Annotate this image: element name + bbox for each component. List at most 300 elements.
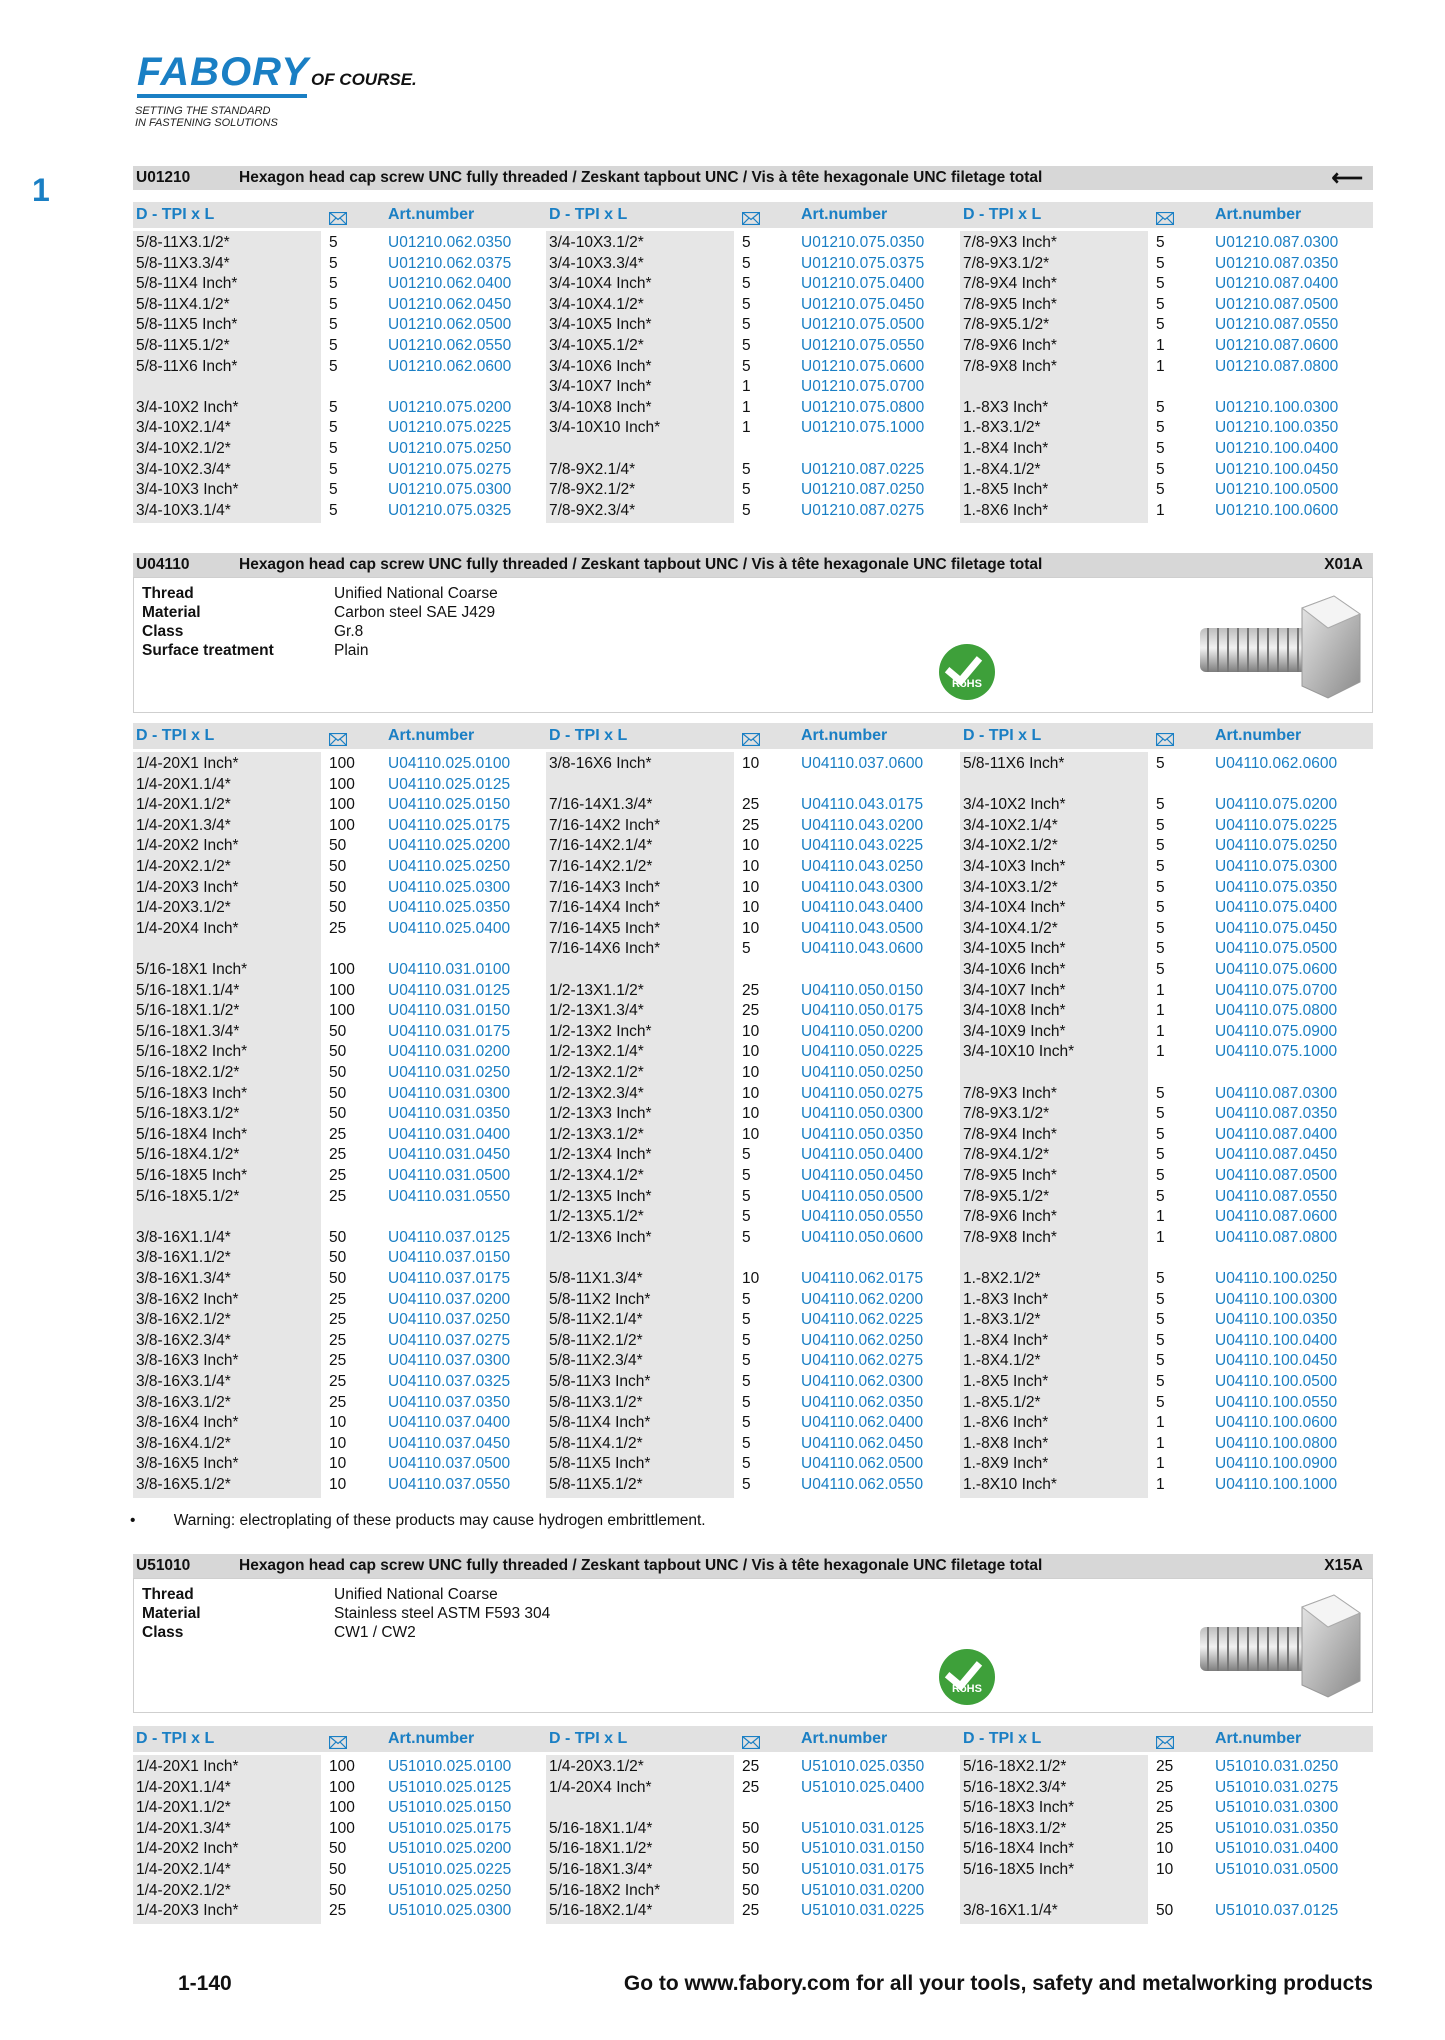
qty-cell: 5 [1156,961,1165,978]
art-number-link[interactable]: U51010.031.0175 [801,1861,925,1878]
art-number-link[interactable]: U51010.031.0225 [801,1902,925,1920]
column-header-row [133,723,1373,749]
art-number-link[interactable]: U04110.037.0325 [388,1373,511,1390]
size-cell: 3/4-10X10 Inch* [963,1043,1075,1061]
art-number-link[interactable]: U04110.100.0350 [1215,1311,1338,1329]
art-number-link[interactable]: U04110.031.0350 [388,1105,511,1123]
art-number-link[interactable]: U04110.075.0225 [1215,816,1338,834]
art-number-link[interactable]: U04110.100.0900 [1215,1455,1338,1473]
art-number-link[interactable]: U04110.031.0125 [388,981,511,999]
qty-cell: 10 [742,1125,760,1143]
size-cell: 3/8-16X3.1/4* [136,1373,231,1390]
qty-cell: 5 [1156,1187,1165,1205]
art-number-link[interactable]: U01210.075.0550 [801,337,925,354]
qty-cell: 5 [742,254,751,272]
art-number-link[interactable]: U51010.025.0125 [388,1778,512,1796]
qty-cell: 25 [742,981,760,999]
art-number-link[interactable]: U01210.100.0400 [1215,440,1339,457]
qty-cell: 5 [1156,1290,1165,1308]
column-header-row [133,1726,1373,1752]
art-number-link[interactable]: U04110.043.0225 [801,837,924,855]
qty-cell: 10 [1156,1861,1174,1878]
size-cell: 7/8-9X2.1/2* [549,481,636,499]
art-number-link[interactable]: U04110.031.0175 [388,1022,511,1040]
art-number-link[interactable]: U04110.075.0250 [1215,837,1338,855]
art-number-link[interactable]: U01210.075.0325 [388,501,512,519]
art-number-link[interactable]: U01210.087.0500 [1215,295,1339,313]
art-number-link[interactable]: U04110.062.0300 [801,1373,924,1390]
art-number-link[interactable]: U04110.062.0275 [801,1352,924,1370]
art-number-link[interactable]: U51010.037.0125 [1215,1902,1339,1920]
art-number-link[interactable]: U04110.050.0400 [801,1146,924,1164]
column-header-row [133,202,1373,228]
art-number-link[interactable]: U01210.062.0500 [388,316,512,334]
art-number-link[interactable]: U01210.062.0375 [388,254,512,272]
size-cell: 1/4-20X2.1/4* [136,1861,231,1878]
qty-cell: 5 [742,460,751,478]
art-number-link[interactable]: U01210.100.0350 [1215,419,1339,437]
art-number-link[interactable]: U04110.050.0150 [801,981,924,999]
size-cell: 1/2-13X5 Inch* [549,1187,652,1205]
size-cell: 1/2-13X2.1/4* [549,1043,644,1061]
art-number-link[interactable]: U04110.037.0550 [388,1476,511,1493]
art-number-link[interactable]: U01210.100.0500 [1215,481,1339,499]
qty-cell: 5 [742,1146,751,1164]
art-number-link[interactable]: U04110.100.0300 [1215,1290,1338,1308]
art-number-link[interactable]: U04110.100.0250 [1215,1270,1338,1287]
qty-cell: 10 [742,878,760,896]
size-cell: 5/16-18X1.3/4* [549,1861,653,1878]
qty-cell: 5 [1156,1352,1165,1370]
art-number-link[interactable]: U04110.050.0275 [801,1084,924,1102]
art-number-link[interactable]: U01210.075.1000 [801,419,925,437]
art-number-link[interactable]: U04110.037.0350 [388,1393,511,1411]
art-number-link[interactable]: U04110.037.0125 [388,1228,511,1246]
qty-cell: 10 [742,858,760,875]
art-number-link[interactable]: U01210.075.0300 [388,481,512,499]
qty-cell: 5 [329,440,338,457]
art-number-link[interactable]: U04110.031.0100 [388,961,511,978]
qty-cell: 5 [1156,1331,1165,1349]
size-cell: 1/2-13X3.1/2* [549,1125,644,1143]
art-number-link[interactable]: U01210.087.0400 [1215,275,1339,293]
qty-cell: 25 [329,1146,347,1164]
brand-name: FABORY [137,50,309,94]
qty-cell: 25 [742,1778,760,1796]
qty-cell: 50 [742,1819,760,1837]
art-number-link[interactable]: U51010.025.0200 [388,1840,512,1858]
art-number-link[interactable]: U04110.075.0500 [1215,940,1338,958]
art-number-link[interactable]: U04110.100.0450 [1215,1352,1338,1370]
size-cell: 5/16-18X2 Inch* [549,1881,661,1899]
product-header-u51010 [133,1554,1373,1578]
hex-bolt-icon [1194,594,1364,702]
envelope-icon [329,1732,347,1745]
art-number-link[interactable]: U04110.025.0400 [388,919,511,937]
art-number-link[interactable]: U01210.075.0800 [801,398,925,416]
size-cell: 3/4-10X4.1/2* [549,295,644,313]
size-cell: 5/8-11X6 Inch* [963,755,1065,772]
art-number-link[interactable]: U04110.075.0600 [1215,961,1338,978]
art-number-link[interactable]: U04110.087.0550 [1215,1187,1338,1205]
art-number-link[interactable]: U04110.100.0600 [1215,1414,1338,1432]
size-cell: 3/4-10X3 Inch* [963,858,1066,875]
art-number-link[interactable]: U01210.075.0250 [388,440,512,457]
art-number-link[interactable]: U04110.075.1000 [1215,1043,1338,1061]
art-number-link[interactable]: U04110.087.0300 [1215,1084,1338,1102]
qty-cell: 5 [742,1414,751,1432]
qty-cell: 1 [742,398,751,416]
art-number-link[interactable]: U51010.031.0275 [1215,1778,1339,1796]
size-cell: 1/2-13X2.3/4* [549,1084,644,1102]
qty-cell: 1 [1156,1002,1165,1020]
size-cell: 5/16-18X1.1/4* [136,981,240,999]
art-number-link[interactable]: U01210.075.0600 [801,357,925,375]
art-number-link[interactable]: U01210.087.0800 [1215,357,1339,375]
spec-row [134,603,834,622]
art-number-link[interactable]: U04110.025.0100 [388,755,511,772]
qty-cell: 5 [329,275,338,293]
art-number-link[interactable]: U51010.031.0150 [801,1840,925,1858]
art-number-link[interactable]: U04110.062.0350 [801,1393,924,1411]
size-cell: 1/2-13X4.1/2* [549,1167,644,1184]
qty-cell: 25 [329,1331,347,1349]
size-cell: 5/16-18X5.1/2* [136,1187,240,1205]
qty-cell: 25 [329,1393,347,1411]
art-number-link[interactable]: U04110.062.0225 [801,1311,924,1329]
qty-cell: 5 [742,316,751,334]
size-cell: 3/4-10X3.3/4* [549,254,644,272]
qty-cell: 5 [1156,1311,1165,1329]
spec-row [134,1585,834,1604]
size-cell: 7/8-9X3 Inch* [963,234,1057,251]
size-cell: 7/8-9X3.1/2* [963,1105,1050,1123]
size-cell: 5/8-11X5.1/2* [136,337,230,354]
size-cell: 5/8-11X3.1/2* [549,1393,643,1411]
art-number-link[interactable]: U51010.031.0350 [1215,1819,1339,1837]
qty-cell: 5 [1156,1393,1165,1411]
art-number-link[interactable]: U04110.025.0300 [388,878,511,896]
art-number-link[interactable]: U01210.062.0450 [388,295,512,313]
spec-value: Unified National Coarse [334,585,498,602]
art-number-link[interactable]: U51010.031.0500 [1215,1861,1339,1878]
qty-cell: 50 [742,1881,760,1899]
qty-cell: 5 [329,460,338,478]
size-cell: 3/8-16X5 Inch* [136,1455,239,1473]
qty-cell: 100 [329,961,355,978]
envelope-icon [1156,1732,1174,1745]
art-number-link[interactable]: U51010.031.0125 [801,1819,925,1837]
qty-cell: 5 [1156,440,1165,457]
art-number-link[interactable]: U04110.075.0900 [1215,1022,1338,1040]
art-number-link[interactable]: U04110.050.0550 [801,1208,924,1226]
art-number-link[interactable]: U51010.031.0300 [1215,1799,1339,1817]
rohs-badge-icon: RoHS [939,644,995,700]
art-number-link[interactable]: U04110.062.0550 [801,1476,924,1493]
art-number-link[interactable]: U04110.037.0400 [388,1414,511,1432]
art-number-link[interactable]: U04110.075.0700 [1215,981,1338,999]
art-number-link[interactable]: U04110.100.1000 [1215,1476,1338,1493]
art-number-link[interactable]: U04110.050.0600 [801,1228,924,1246]
size-cell: 1/2-13X2 Inch* [549,1022,652,1040]
spec-value: Stainless steel ASTM F593 304 [334,1605,551,1622]
qty-cell: 100 [329,1799,355,1817]
art-number-link[interactable]: U04110.031.0400 [388,1125,511,1143]
art-number-link[interactable]: U04110.025.0250 [388,858,511,875]
art-number-link[interactable]: U51010.025.0300 [388,1902,512,1920]
art-number-link[interactable]: U04110.100.0800 [1215,1434,1338,1452]
art-number-link[interactable]: U01210.075.0500 [801,316,925,334]
art-number-link[interactable]: U04110.043.0400 [801,899,924,917]
art-number-link[interactable]: U51010.025.0350 [801,1758,925,1775]
product-header-u04110 [133,553,1373,577]
size-cell: 7/16-14X4 Inch* [549,899,661,917]
art-number-link[interactable]: U01210.062.0350 [388,234,512,251]
size-cell: 5/8-11X2 Inch* [549,1290,651,1308]
spec-value: Plain [334,642,369,659]
size-cell: 3/4-10X5.1/2* [549,337,644,354]
qty-cell: 50 [742,1861,760,1878]
art-number-link[interactable]: U01210.075.0450 [801,295,925,313]
art-number-link[interactable]: U01210.087.0225 [801,460,925,478]
size-cell: 7/8-9X3 Inch* [963,1084,1057,1102]
art-number-link[interactable]: U04110.062.0400 [801,1414,924,1432]
art-number-link[interactable]: U04110.062.0600 [1215,755,1338,772]
art-number-link[interactable]: U04110.050.0200 [801,1022,924,1040]
size-cell: 7/16-14X1.3/4* [549,796,653,814]
size-cell: 5/8-11X5.1/2* [549,1476,643,1493]
art-number-link[interactable]: U04110.087.0600 [1215,1208,1338,1226]
art-number-link[interactable]: U01210.087.0250 [801,481,925,499]
art-number-link[interactable]: U01210.062.0400 [388,275,512,293]
art-number-link[interactable]: U01210.100.0450 [1215,460,1339,478]
art-number-link[interactable]: U04110.087.0500 [1215,1167,1338,1184]
art-number-link[interactable]: U01210.075.0200 [388,398,512,416]
art-number-link[interactable]: U51010.025.0225 [388,1861,512,1878]
art-number-link[interactable]: U04110.031.0150 [388,1002,511,1020]
art-number-link[interactable]: U01210.075.0225 [388,419,512,437]
qty-cell: 1 [742,378,751,396]
art-number-link[interactable]: U04110.050.0250 [801,1064,924,1081]
size-cell: 5/8-11X3.3/4* [136,254,230,272]
qty-cell: 1 [742,419,751,437]
size-cell: 1/4-20X3 Inch* [136,878,239,896]
qty-cell: 5 [329,419,338,437]
art-number-link[interactable]: U04110.031.0300 [388,1084,511,1102]
art-number-link[interactable]: U04110.087.0450 [1215,1146,1338,1164]
art-number-link[interactable]: U04110.100.0500 [1215,1373,1338,1390]
qty-cell: 5 [742,1455,751,1473]
art-number-link[interactable]: U51010.025.0100 [388,1758,512,1775]
art-number-link[interactable]: U04110.037.0200 [388,1290,511,1308]
qty-cell: 25 [742,1002,760,1020]
art-number-link[interactable]: U04110.075.0400 [1215,899,1338,917]
size-cell: 5/8-11X4 Inch* [549,1414,651,1432]
back-arrow-icon[interactable]: ⟵ [1331,165,1363,190]
product-header-u01210 [133,166,1373,190]
size-cell: 1/2-13X6 Inch* [549,1228,652,1246]
art-number-link[interactable]: U04110.031.0250 [388,1064,511,1081]
product-ref: X01A [1324,556,1363,573]
size-cell: 1/4-20X2 Inch* [136,837,239,855]
art-number-link[interactable]: U04110.075.0800 [1215,1002,1338,1020]
size-cell: 5/8-11X2.3/4* [549,1352,643,1370]
art-number-link[interactable]: U04110.075.0300 [1215,858,1338,875]
art-number-link[interactable]: U04110.075.0200 [1215,796,1338,814]
size-cell: 1/2-13X4 Inch* [549,1146,652,1164]
qty-cell: 1 [1156,337,1165,354]
art-number-link[interactable]: U04110.100.0400 [1215,1331,1338,1349]
art-number-link[interactable]: U04110.100.0550 [1215,1393,1338,1411]
col-size-header: D - TPI x L [549,1730,628,1747]
spec-row [134,584,834,603]
qty-cell: 5 [329,337,338,354]
art-number-link[interactable]: U04110.031.0450 [388,1146,511,1164]
product-title: Hexagon head cap screw UNC fully threaded / Zeskant tapbout UNC / Vis à tête hexagonale UNC filetage total [239,1557,1043,1574]
art-number-link[interactable]: U01210.075.0375 [801,254,925,272]
art-number-link[interactable]: U04110.037.0275 [388,1331,511,1349]
col-art-header: Art.number [388,206,475,223]
art-number-link[interactable]: U04110.062.0175 [801,1270,924,1287]
art-number-link[interactable]: U04110.043.0300 [801,878,924,896]
qty-cell: 5 [742,1434,751,1452]
size-cell: 1/4-20X1 Inch* [136,1758,239,1775]
size-cell: 5/8-11X4.1/2* [549,1434,643,1452]
size-cell: 5/8-11X5 Inch* [136,316,238,334]
art-number-link[interactable]: U04110.050.0350 [801,1125,924,1143]
size-cell: 3/4-10X5 Inch* [549,316,652,334]
size-cell: 3/4-10X2.1/4* [963,816,1058,834]
art-number-link[interactable]: U04110.025.0150 [388,796,511,814]
art-number-link[interactable]: U04110.075.0450 [1215,919,1338,937]
art-number-link[interactable]: U01210.087.0300 [1215,234,1339,251]
qty-cell: 25 [329,1187,347,1205]
art-number-link[interactable]: U01210.075.0350 [801,234,925,251]
art-number-link[interactable]: U04110.050.0300 [801,1105,924,1123]
art-number-link[interactable]: U04110.037.0150 [388,1249,511,1267]
art-number-link[interactable]: U04110.062.0500 [801,1455,924,1473]
art-number-link[interactable]: U04110.031.0550 [388,1187,511,1205]
qty-cell: 25 [329,1311,347,1329]
art-number-link[interactable]: U01210.062.0550 [388,337,512,354]
art-number-link[interactable]: U51010.031.0250 [1215,1758,1339,1775]
art-number-link[interactable]: U04110.043.0600 [801,940,924,958]
art-number-link[interactable]: U04110.043.0200 [801,816,924,834]
art-number-link[interactable]: U04110.043.0500 [801,919,924,937]
qty-cell: 5 [742,1311,751,1329]
size-cell: 3/4-10X8 Inch* [549,398,652,416]
art-number-link[interactable]: U04110.050.0225 [801,1043,924,1061]
size-cell: 3/4-10X7 Inch* [549,378,652,396]
size-cell: 3/4-10X7 Inch* [963,981,1066,999]
art-number-link[interactable]: U04110.031.0500 [388,1167,511,1184]
art-number-link[interactable]: U04110.025.0175 [388,816,511,834]
qty-cell: 5 [1156,460,1165,478]
art-number-link[interactable]: U04110.087.0800 [1215,1228,1338,1246]
art-number-link[interactable]: U04110.062.0450 [801,1434,924,1452]
art-number-link[interactable]: U04110.043.0250 [801,858,924,875]
art-number-link[interactable]: U04110.037.0500 [388,1455,511,1473]
size-cell: 7/8-9X6 Inch* [963,1208,1057,1226]
art-number-link[interactable]: U04110.087.0400 [1215,1125,1338,1143]
size-cell: 1.-8X4 Inch* [963,1331,1049,1349]
qty-cell: 5 [1156,1146,1165,1164]
art-number-link[interactable]: U01210.087.0600 [1215,337,1339,354]
size-cell: 3/8-16X2.3/4* [136,1331,231,1349]
size-cell: 5/16-18X2.1/2* [136,1064,240,1081]
art-number-link[interactable]: U04110.075.0350 [1215,878,1338,896]
art-number-link[interactable]: U04110.025.0350 [388,899,511,917]
size-cell: 1/2-13X1.1/2* [549,981,644,999]
qty-cell: 10 [742,837,760,855]
qty-cell: 50 [329,858,347,875]
qty-cell: 25 [742,1758,760,1775]
size-cell: 1.-8X10 Inch* [963,1476,1057,1493]
spec-row [134,641,834,660]
bullet: • [130,1512,136,1529]
art-number-link[interactable]: U01210.087.0550 [1215,316,1339,334]
size-cell: 7/8-9X5 Inch* [963,1167,1057,1184]
art-number-link[interactable]: U01210.087.0275 [801,501,925,519]
size-cell: 5/16-18X3.1/2* [963,1819,1067,1837]
qty-cell: 5 [1156,398,1165,416]
qty-cell: 50 [329,1043,347,1061]
art-number-link[interactable]: U04110.087.0350 [1215,1105,1338,1123]
art-number-link[interactable]: U04110.050.0450 [801,1167,924,1184]
art-number-link[interactable]: U51010.025.0250 [388,1881,512,1899]
art-number-link[interactable]: U04110.025.0125 [388,775,511,793]
art-number-link[interactable]: U04110.043.0175 [801,796,924,814]
art-number-link[interactable]: U01210.100.0300 [1215,398,1339,416]
art-number-link[interactable]: U01210.075.0275 [388,460,512,478]
footer-text: Go to www.fabory.com for all your tools, safety and metalworking products [623,1972,1373,1995]
art-number-link[interactable]: U51010.031.0200 [801,1881,925,1899]
product-code: U51010 [136,1557,191,1574]
qty-cell: 50 [329,1861,347,1878]
art-number-link[interactable]: U04110.037.0450 [388,1434,511,1452]
art-number-link[interactable]: U01210.075.0400 [801,275,925,293]
art-number-link[interactable]: U04110.062.0250 [801,1331,924,1349]
art-number-link[interactable]: U04110.025.0200 [388,837,511,855]
size-cell: 7/8-9X8 Inch* [963,1228,1057,1246]
art-number-link[interactable]: U51010.025.0400 [801,1778,925,1796]
art-number-link[interactable]: U04110.037.0600 [801,755,924,772]
envelope-icon [742,1732,760,1745]
art-number-link[interactable]: U04110.050.0175 [801,1002,924,1020]
art-number-link[interactable]: U04110.062.0200 [801,1290,924,1308]
art-number-link[interactable]: U04110.031.0200 [388,1043,511,1061]
art-number-link[interactable]: U51010.025.0175 [388,1819,512,1837]
art-number-link[interactable]: U51010.031.0400 [1215,1840,1339,1858]
art-number-link[interactable]: U01210.100.0600 [1215,501,1339,519]
art-number-link[interactable]: U01210.075.0700 [801,378,925,396]
size-cell: 3/8-16X2 Inch* [136,1290,239,1308]
size-cell: 5/8-11X3.1/2* [136,234,230,251]
art-number-link[interactable]: U51010.025.0150 [388,1799,512,1817]
art-number-link[interactable]: U04110.050.0500 [801,1187,924,1205]
art-number-link[interactable]: U04110.037.0175 [388,1270,511,1287]
art-number-link[interactable]: U04110.037.0300 [388,1352,511,1370]
qty-cell: 25 [329,919,347,937]
art-number-link[interactable]: U04110.037.0250 [388,1311,511,1329]
art-number-link[interactable]: U01210.087.0350 [1215,254,1339,272]
size-cell: 7/8-9X5.1/2* [963,316,1050,334]
qty-cell: 100 [329,755,355,772]
size-cell: 3/4-10X8 Inch* [963,1002,1066,1020]
size-cell: 1.-8X5.1/2* [963,1393,1041,1411]
art-number-link[interactable]: U01210.062.0600 [388,357,512,375]
size-cell: 3/4-10X2.1/2* [963,837,1058,855]
